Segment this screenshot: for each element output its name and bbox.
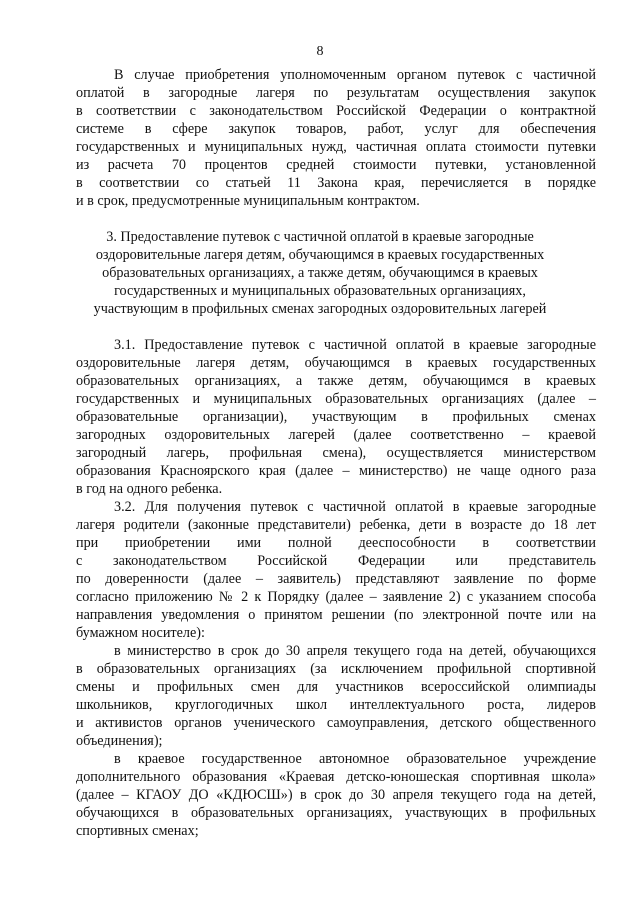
text-line: В случае приобретения уполномоченным органом путевок с частичной <box>114 67 596 83</box>
text-line: в образовательных организациях (за исключением профильной спортивной <box>76 661 596 677</box>
text-line: 3.2. Для получения путевок с частичной оплатой в краевые загородные <box>114 499 596 515</box>
text-line: с законодательством Российской Федерации или представитель <box>76 553 596 569</box>
text-line: лагеря родители (законные представители) ребенка, дети в возрасте до 18 лет <box>76 517 596 533</box>
text-line: по доверенности (далее – заявитель) представляют заявление по форме <box>76 571 596 587</box>
text-line: объединения); <box>76 733 163 749</box>
page-number: 8 <box>316 44 324 59</box>
text-line: согласно приложению № 2 к Порядку (далее – заявление 2) с указанием способа <box>76 589 596 605</box>
heading-line: образовательных организациях, а также детям, обучающимся в краевых <box>102 265 538 281</box>
heading-line: участвующим в профильных сменах загородных оздоровительных лагерей <box>93 301 547 317</box>
text-line: бумажном носителе): <box>76 625 205 641</box>
text-line: в соответствии с законодательством Российской Федерации о контрактной <box>76 103 596 119</box>
text-line: в год на одного ребенка. <box>76 481 223 497</box>
text-line: загородных оздоровительных лагерей (далее соответственно – краевой <box>76 427 596 443</box>
text-line: в министерство в срок до 30 апреля текущего года на детей, обучающихся <box>114 643 596 659</box>
text-line: государственных и муниципальных нужд, частичная оплата стоимости путевки <box>76 139 596 155</box>
text-line: в краевое государственное автономное образовательное учреждение <box>114 751 596 767</box>
text-line: государственных и муниципальных образовательных организациях (далее – <box>76 391 596 407</box>
heading-line: 3. Предоставление путевок с частичной оплатой в краевые загородные <box>106 229 534 245</box>
text-line: школьников, круглогодичных школ интеллектуального роста, лидеров <box>76 697 596 713</box>
text-line: из расчета 70 процентов средней стоимости путевки, установленной <box>76 157 596 173</box>
text-line: в соответствии со статьей 11 Закона края, перечисляется в порядке <box>76 175 596 191</box>
text-line: дополнительного образования «Краевая детско-юношеская спортивная школа» <box>76 769 596 785</box>
text-line: загородный лагерь, профильная смена), осуществляется министерством <box>76 445 596 461</box>
text-line: 3.1. Предоставление путевок с частичной оплатой в краевые загородные <box>114 337 596 353</box>
text-line: оздоровительные лагеря детям, обучающимся в краевых государственных <box>76 355 596 371</box>
text-line: и активистов органов ученического самоуправления, детского общественного <box>76 715 596 731</box>
text-line: смены и профильных смен для участников всероссийской олимпиады <box>76 679 596 695</box>
text-line: обучающихся в образовательных организациях, участвующих в профильных <box>76 805 596 821</box>
heading-line: оздоровительные лагеря детям, обучающимся в краевых государственных <box>95 247 545 263</box>
text-line: направления уведомления о принятом решении (по электронной почте или на <box>76 607 596 623</box>
text-line: системе в сфере закупок товаров, работ, услуг для обеспечения <box>76 121 596 137</box>
text-line: оплатой в загородные лагеря по результатам осуществления закупок <box>76 85 596 101</box>
text-line: при приобретении ими полной дееспособности в соответствии <box>76 535 596 551</box>
text-line: образования Красноярского края (далее – министерство) не чаще одного раза <box>76 463 596 479</box>
text-line: образовательных организациях, а также детям, обучающимся в краевых <box>76 373 596 389</box>
heading-line: государственных и муниципальных образовательных организациях, <box>114 283 526 299</box>
text-line: образовательные организации), участвующим в профильных сменах <box>76 409 596 425</box>
text-line: и в срок, предусмотренные муниципальным контрактом. <box>76 193 420 209</box>
text-line: спортивных сменах; <box>76 823 199 839</box>
text-line: (далее – КГАОУ ДО «КДЮСШ») в срок до 30 апреля текущего года на детей, <box>76 787 596 803</box>
